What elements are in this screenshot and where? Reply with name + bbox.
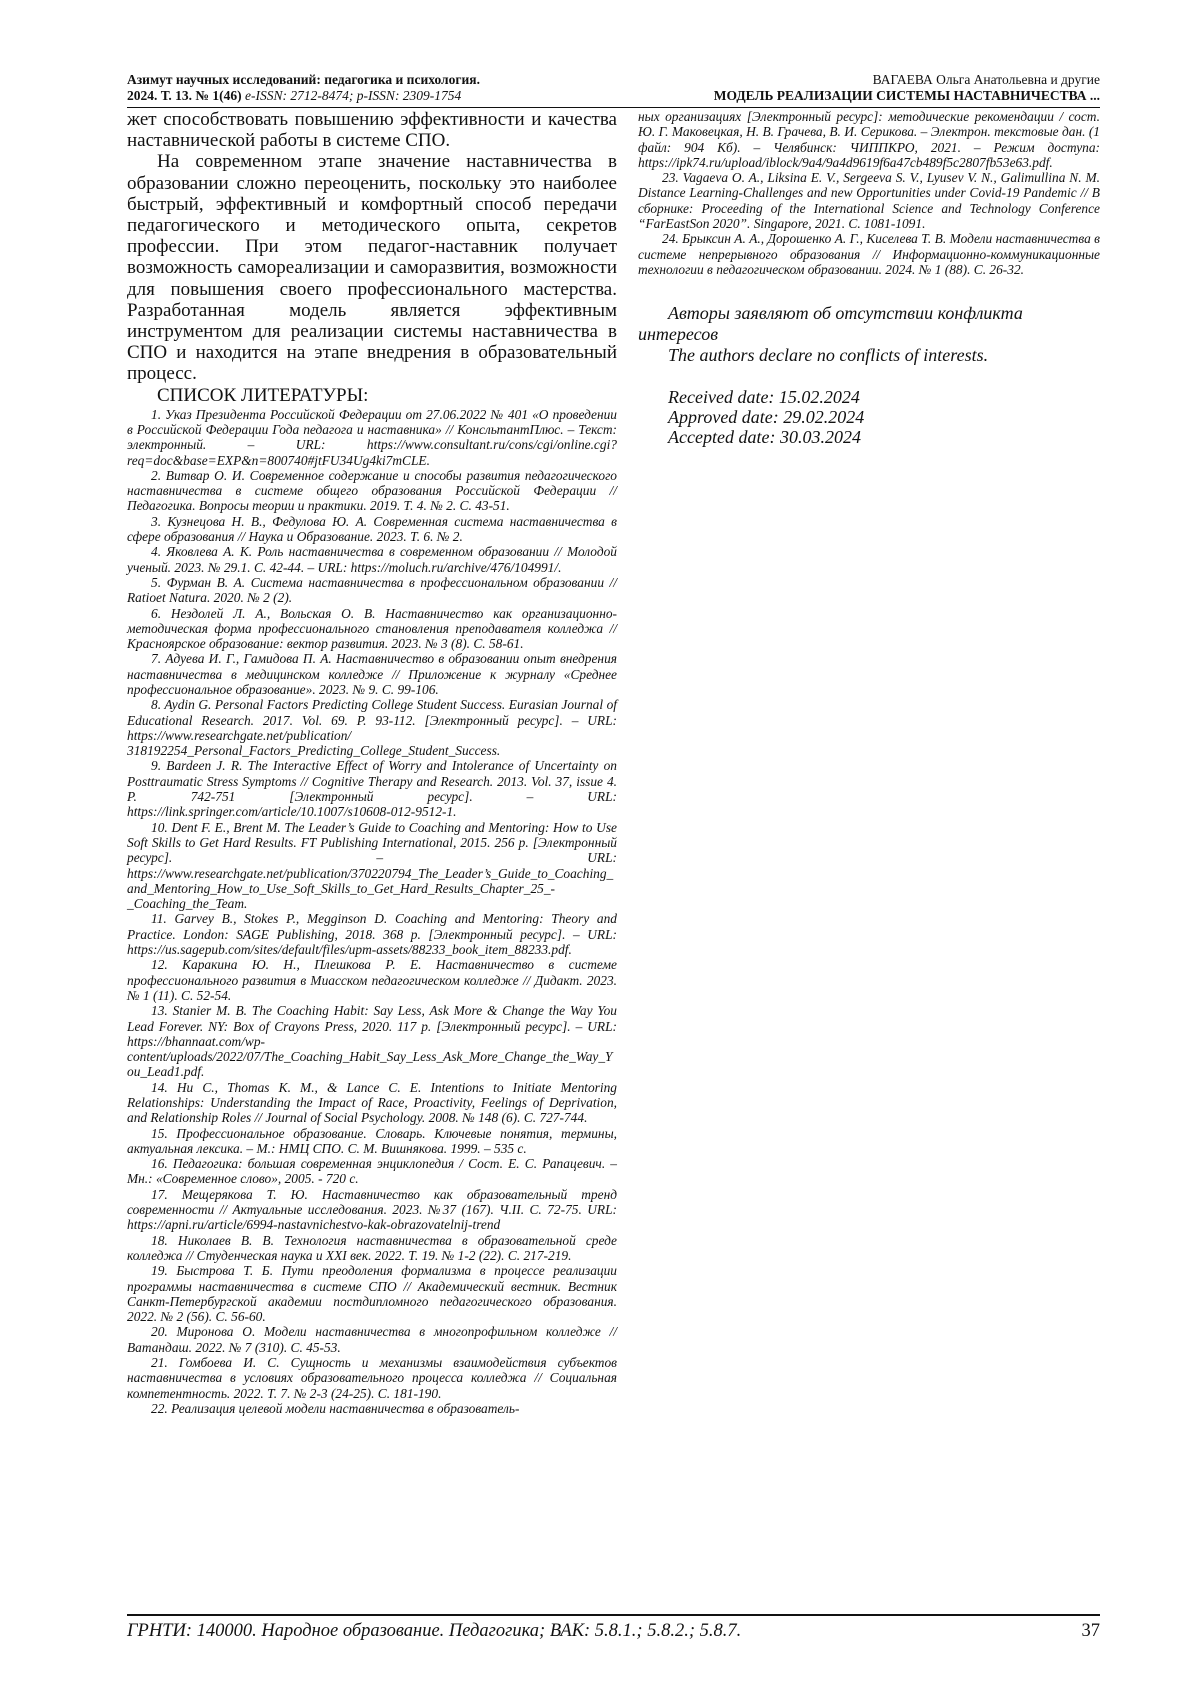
left-column xyxy=(127,109,617,1416)
reference-item: 16. Педагогика: большая современная энциклопедия / Сост. Е. С. Рапацевич. – Мн.: «Современное слово», 2005. - 720 с. xyxy=(127,1156,617,1187)
reference-item: 9. Bardeen J. R. The Interactive Effect of Worry and Intolerance of Uncertainty on Posttraumatic Stress Symptoms // Cognitive Therapy and Research. 2013. Vol. 37, issue 4. P. 742-751 [Электронный ресурс]. – URL: https://link.springer.com/article/10.1007/s10608-012-9512-1. xyxy=(127,758,617,820)
reference-item-continued: ных организациях [Электронный ресурс]: методические рекомендации / сост. Ю. Г. Маковецкая, Н. В. Грачева, В. И. Серикова. – Электрон. текстовые дан. (1 файл: 904 Кб). – Челябинск: ЧИППКРО, 2021. – Режим доступа: https://ipk74.ru/upload/iblock/9a4/9a4d9619f6a47cb489f5c2807fb53e63.pdf. xyxy=(638,109,1100,170)
footer-classification: ГРНТИ: 140000. Народное образование. Педагогика; ВАК: 5.8.1.; 5.8.2.; 5.8.7. xyxy=(127,1621,742,1641)
reference-item: 14. Hu C., Thomas K. M., & Lance C. E. Intentions to Initiate Mentoring Relationships: Understanding the Impact of Race, Proactivity, Feelings of Deprivation, and Relationship Roles // Journal of Social Psychology. 2008. № 148 (6). С. 727-744. xyxy=(127,1079,617,1126)
header-rule xyxy=(127,107,1100,108)
reference-item: 7. Адуева И. Г., Гамидова П. А. Наставничество в образовании опыт внедрения наставничества в медицинском колледже // Приложение к журналу «Среднее профессиональное образование». 2023. № 9. С. 99-106. xyxy=(127,651,617,697)
reference-item: 22. Реализация целевой модели наставничества в образователь- xyxy=(151,1400,520,1416)
reference-item: 8. Aydin G. Personal Factors Predicting College Student Success. Eurasian Journal of Educational Research. 2017. Vol. 69. P. 93-112. [Электронный ресурс]. – URL: https://www.researchgate.net/publication/ 318192254_Personal_Factors_Predicting_College_Student_Success. xyxy=(127,697,617,759)
issue-number: 2024. Т. 13. № 1(46) xyxy=(127,88,242,103)
reference-list-right xyxy=(638,109,1100,277)
conflict-declaration xyxy=(638,303,1100,366)
article-dates xyxy=(638,387,1100,447)
running-header-left xyxy=(127,72,647,104)
reference-item: 5. Фурман В. А. Система наставничества в профессиональном образовании // Ratioet Natura. 2020. № 2 (2). xyxy=(127,574,617,606)
reference-item: 6. Нездолей Л. А., Вольская О. В. Наставничество как организационно-методическая форма профессионального становления преподавателя колледжа // Красноярское образование: вектор развития. 2023. № 3 (8). С. 58-61. xyxy=(127,605,617,652)
reference-item: 4. Яковлева А. К. Роль наставничества в современном образовании // Молодой ученый. 2023. № 29.1. С. 42-44. – URL: https://moluch.ru/archive/476/104991/. xyxy=(127,544,617,575)
header-article-title: МОДЕЛЬ РЕАЛИЗАЦИИ СИСТЕМЫ НАСТАВНИЧЕСТВА ... xyxy=(713,88,1100,103)
reference-item: 24. Брыксин А. А., Дорошенко А. Г., Киселева Т. В. Модели наставничества в системе непрерывного образования // Информационно-коммуникационные технологии в педагогическом образовании. 2024. № 1 (88). С. 26-32. xyxy=(638,231,1100,277)
reference-list-left xyxy=(127,407,617,1417)
reference-item: 10. Dent F. E., Brent M. The Leader’s Guide to Coaching and Mentoring: How to Use Soft Skills to Get Hard Results. FT Publishing International, 2015. 256 p. [Электронный ресурс]. – URL: https://www.researchgate.net/publication/370220794_The_Leader’s_Guide_to_Coaching_and_Mentoring_How_to_Use_Soft_Skills_to_Get_Hard_Results_Chapter_25_-_Coaching_the_Team. xyxy=(127,819,617,912)
reference-item: 15. Профессиональное образование. Словарь. Ключевые понятия, термины, актуальная лексика. – М.: НМЦ СПО. С. М. Вишнякова. 1999. – 535 с. xyxy=(127,1125,617,1156)
references-heading: СПИСОК ЛИТЕРАТУРЫ: xyxy=(157,384,369,406)
page-number: 37 xyxy=(1081,1621,1100,1641)
reference-item: 2. Витвар О. И. Современное содержание и способы развития педагогического наставничества в системе общего образования Российской Федерации // Педагогика. Вопросы теории и практики. 2019. Т. 4. № 2. С. 43-51. xyxy=(127,467,617,514)
accepted-date: Accepted date: 30.03.2024 xyxy=(668,427,861,448)
reference-item: 23. Vagaeva O. A., Liksina E. V., Sergeeva S. V., Lyusev V. N., Galimullina N. M. Distance Learning-Challenges and new Opportunities under Covid-19 Pandemic // В сборнике: Proceeding of the International Science and Technology Conference “FarEastSon 2020”. Singapore, 2021. С. 1081-1091. xyxy=(638,170,1100,232)
reference-item: 1. Указ Президента Российской Федерации от 27.06.2022 № 401 «О проведении в Российской Федерации Года педагога и наставника» // КонсльтантПлюс. – Текст: электронный. – URL: https://www.consultant.ru/cons/cgi/online.cgi?req=doc&base=EXP&n=800740#jtFU34Ug4ki7mCLE. xyxy=(127,406,617,468)
approved-date: Approved date: 29.02.2024 xyxy=(668,407,865,428)
issue-line xyxy=(127,88,647,104)
running-header-right xyxy=(580,72,1100,104)
reference-item: 21. Гомбоева И. С. Сущность и механизмы взаимодействия субъектов наставничества в условиях образовательного процесса колледжа // Социальная компетентность. 2022. Т. 7. № 2-3 (24-25). С. 181-190. xyxy=(127,1355,617,1401)
issn: e-ISSN: 2712-8474; p-ISSN: 2309-1754 xyxy=(244,88,462,103)
reference-item: 18. Николаев В. В. Технология наставничества в образовательной среде колледжа // Студенческая наука и XXI век. 2022. Т. 19. № 1-2 (22). С. 217-219. xyxy=(127,1232,617,1263)
right-column xyxy=(638,109,1100,447)
footer-rule xyxy=(127,1614,1100,1616)
journal-name: Азимут научных исследований: педагогика и психология. xyxy=(127,72,480,87)
reference-item: 11. Garvey B., Stokes P., Megginson D. Coaching and Mentoring: Theory and Practice. London: SAGE Publishing, 2018. 368 p. [Электронный ресурс]. – URL: https://us.sagepub.com/sites/default/files/upm-assets/88233_book_item_88233.pdf. xyxy=(127,911,617,958)
reference-item: 3. Кузнецова Н. В., Федулова Ю. А. Современная система наставничества в сфере образования // Наука и Образование. 2023. Т. 6. № 2. xyxy=(127,513,617,545)
received-date: Received date: 15.02.2024 xyxy=(668,387,860,408)
reference-item: 20. Миронова О. Модели наставничества в многопрофильном колледже // Ватандаш. 2022. № 7 (310). С. 45-53. xyxy=(127,1324,617,1355)
reference-item: 19. Быстрова Т. Б. Пути преодоления формализма в процессе реализации программы наставничества в системе СПО // Академический вестник. Вестник Санкт-Петербургской академии постдипломного педагогического образования. 2022. № 2 (56). С. 56-60. xyxy=(127,1263,617,1325)
header-authors: ВАГАЕВА Ольга Анатольевна и другие xyxy=(872,72,1100,87)
reference-item: 12. Каракина Ю. Н., Плешкова Р. Е. Наставничество в системе профессионального развития в Миасском педагогическом колледже // Дидакт. 2023. № 1 (11). С. 52-54. xyxy=(127,957,617,1003)
body-paragraph-2: На современном этапе значение наставничества в образовании сложно переоценить, поскольку это наиболее быстрый, эффективный и комфортный способ передачи педагогического и методического опыта, секретов профессии. При этом педагог-наставник получает возможность самореализации и саморазвития, возможности для повышения своего профессионального мастерства. Разработанная модель является эффективным инструментом для реализации системы наставничества в СПО и находится на этапе внедрения в образовательный процесс. xyxy=(127,151,617,385)
declaration-ru: Авторы заявляют об отсутствии конфликта интересов xyxy=(638,303,1023,345)
reference-item: 13. Stanier M. B. The Coaching Habit: Say Less, Ask More & Change the Way You Lead Forever. NY: Box of Crayons Press, 2020. 117 p. [Электронный ресурс]. – URL: https://bhannaat.com/wp-content/uploads/2022/07/The_Coaching_Habit_Say_Less_Ask_More_Change_the_Way_You_Lead1.pdf. xyxy=(127,1003,617,1080)
body-paragraph-1: жет способствовать повышению эффективности и качества наставнической работы в системе СПО. xyxy=(127,109,617,152)
declaration-en: The authors declare no conflicts of interests. xyxy=(668,345,989,366)
reference-item: 17. Мещерякова Т. Ю. Наставничество как образовательный тренд современности // Актуальные исследования. 2023. №37 (167). Ч.II. С. 72-75. URL: https://apni.ru/article/6994-nastavnichestvo-kak-obrazovatelnij-trend xyxy=(127,1186,617,1233)
